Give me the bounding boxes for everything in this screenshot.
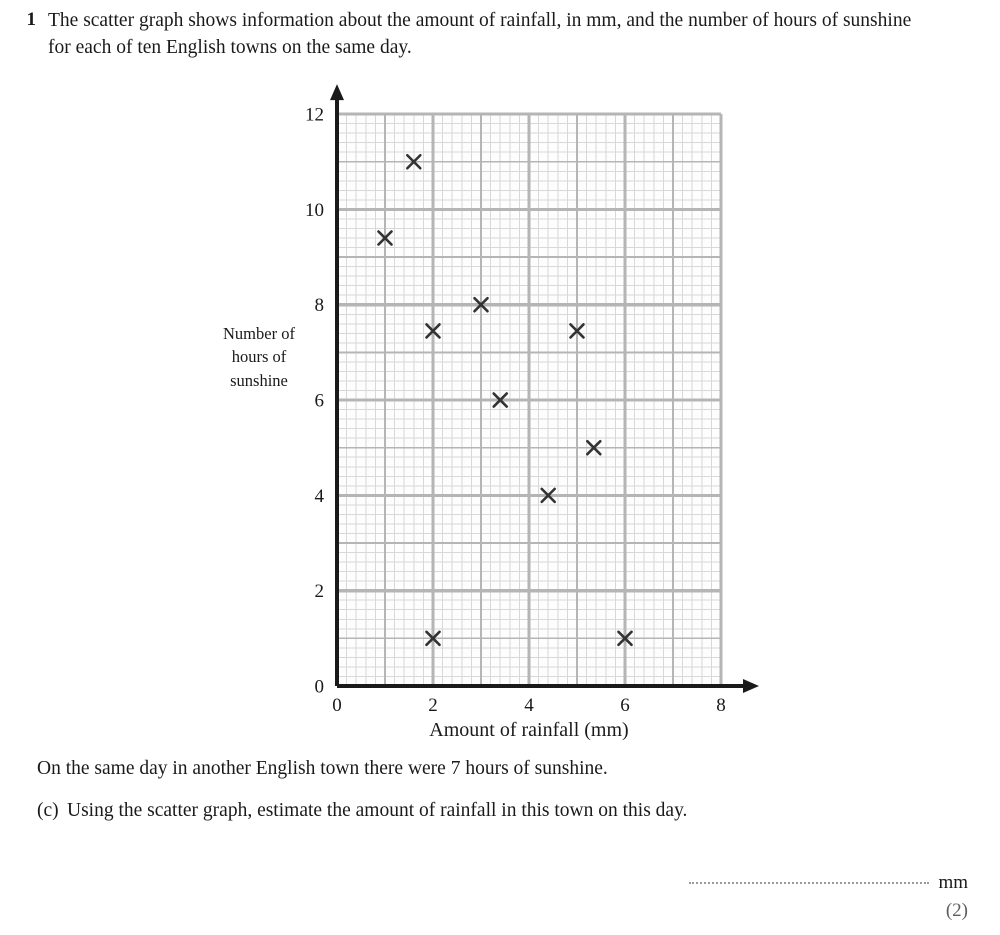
data-point-marker bbox=[407, 155, 420, 168]
data-point-marker bbox=[587, 441, 600, 454]
answer-unit: mm bbox=[938, 872, 968, 893]
data-point-marker bbox=[427, 632, 440, 645]
y-tick-label: 8 bbox=[314, 295, 324, 317]
emphasis-gridlines bbox=[337, 114, 721, 686]
part-text: Using the scatter graph, estimate the amount of rainfall in this town on this day. bbox=[67, 800, 688, 821]
y-tick-label: 2 bbox=[314, 581, 324, 603]
x-tick-label: 2 bbox=[428, 695, 438, 716]
x-tick-label: 0 bbox=[332, 695, 342, 716]
y-axis-label-line-2: hours of bbox=[231, 347, 287, 367]
marks-allocation: (2) bbox=[945, 900, 968, 921]
data-point-marker bbox=[427, 324, 440, 337]
y-tick-label: 0 bbox=[314, 676, 324, 698]
answer-row bbox=[0, 872, 1000, 894]
y-axis-label-line-1: Number of bbox=[223, 324, 295, 343]
context-line: On the same day in another English town there were 7 hours of sunshine. bbox=[37, 758, 608, 779]
plot-background bbox=[337, 114, 721, 686]
y-tick-label: 10 bbox=[305, 199, 324, 221]
data-point-marker bbox=[475, 298, 488, 311]
question-number: 1 bbox=[26, 9, 36, 30]
data-point-marker bbox=[494, 394, 507, 407]
data-point-marker bbox=[571, 324, 584, 337]
y-tick-label: 6 bbox=[314, 390, 324, 412]
question-lower-text bbox=[37, 758, 967, 822]
major-gridlines bbox=[337, 114, 721, 686]
minor-gridlines bbox=[337, 114, 721, 686]
data-points bbox=[379, 155, 632, 645]
question-header bbox=[0, 8, 1000, 62]
x-tick-label: 8 bbox=[716, 695, 726, 716]
y-tick-label: 12 bbox=[305, 104, 324, 126]
x-tick-label: 6 bbox=[620, 695, 630, 716]
x-axis-label: Amount of rainfall (mm) bbox=[429, 719, 629, 741]
data-point-marker bbox=[379, 231, 392, 244]
data-point-marker bbox=[542, 489, 555, 502]
y-axis-arrowhead bbox=[330, 84, 344, 100]
x-axis-arrowhead bbox=[743, 679, 759, 693]
answer-input-line[interactable] bbox=[689, 882, 929, 884]
axis-tick-labels bbox=[305, 105, 726, 716]
x-tick-label: 4 bbox=[524, 695, 534, 716]
axis-lines bbox=[330, 84, 759, 693]
question-stem: The scatter graph shows information about the amount of rainfall, in mm, and the number of hours of sunshine for each of ten English towns on the same day. bbox=[48, 10, 912, 58]
data-point-marker bbox=[619, 632, 632, 645]
y-tick-label: 4 bbox=[314, 485, 324, 507]
y-axis-label bbox=[193, 322, 325, 392]
y-axis-label-line-3: sunshine bbox=[230, 370, 288, 390]
part-letter: (c) bbox=[37, 800, 59, 821]
